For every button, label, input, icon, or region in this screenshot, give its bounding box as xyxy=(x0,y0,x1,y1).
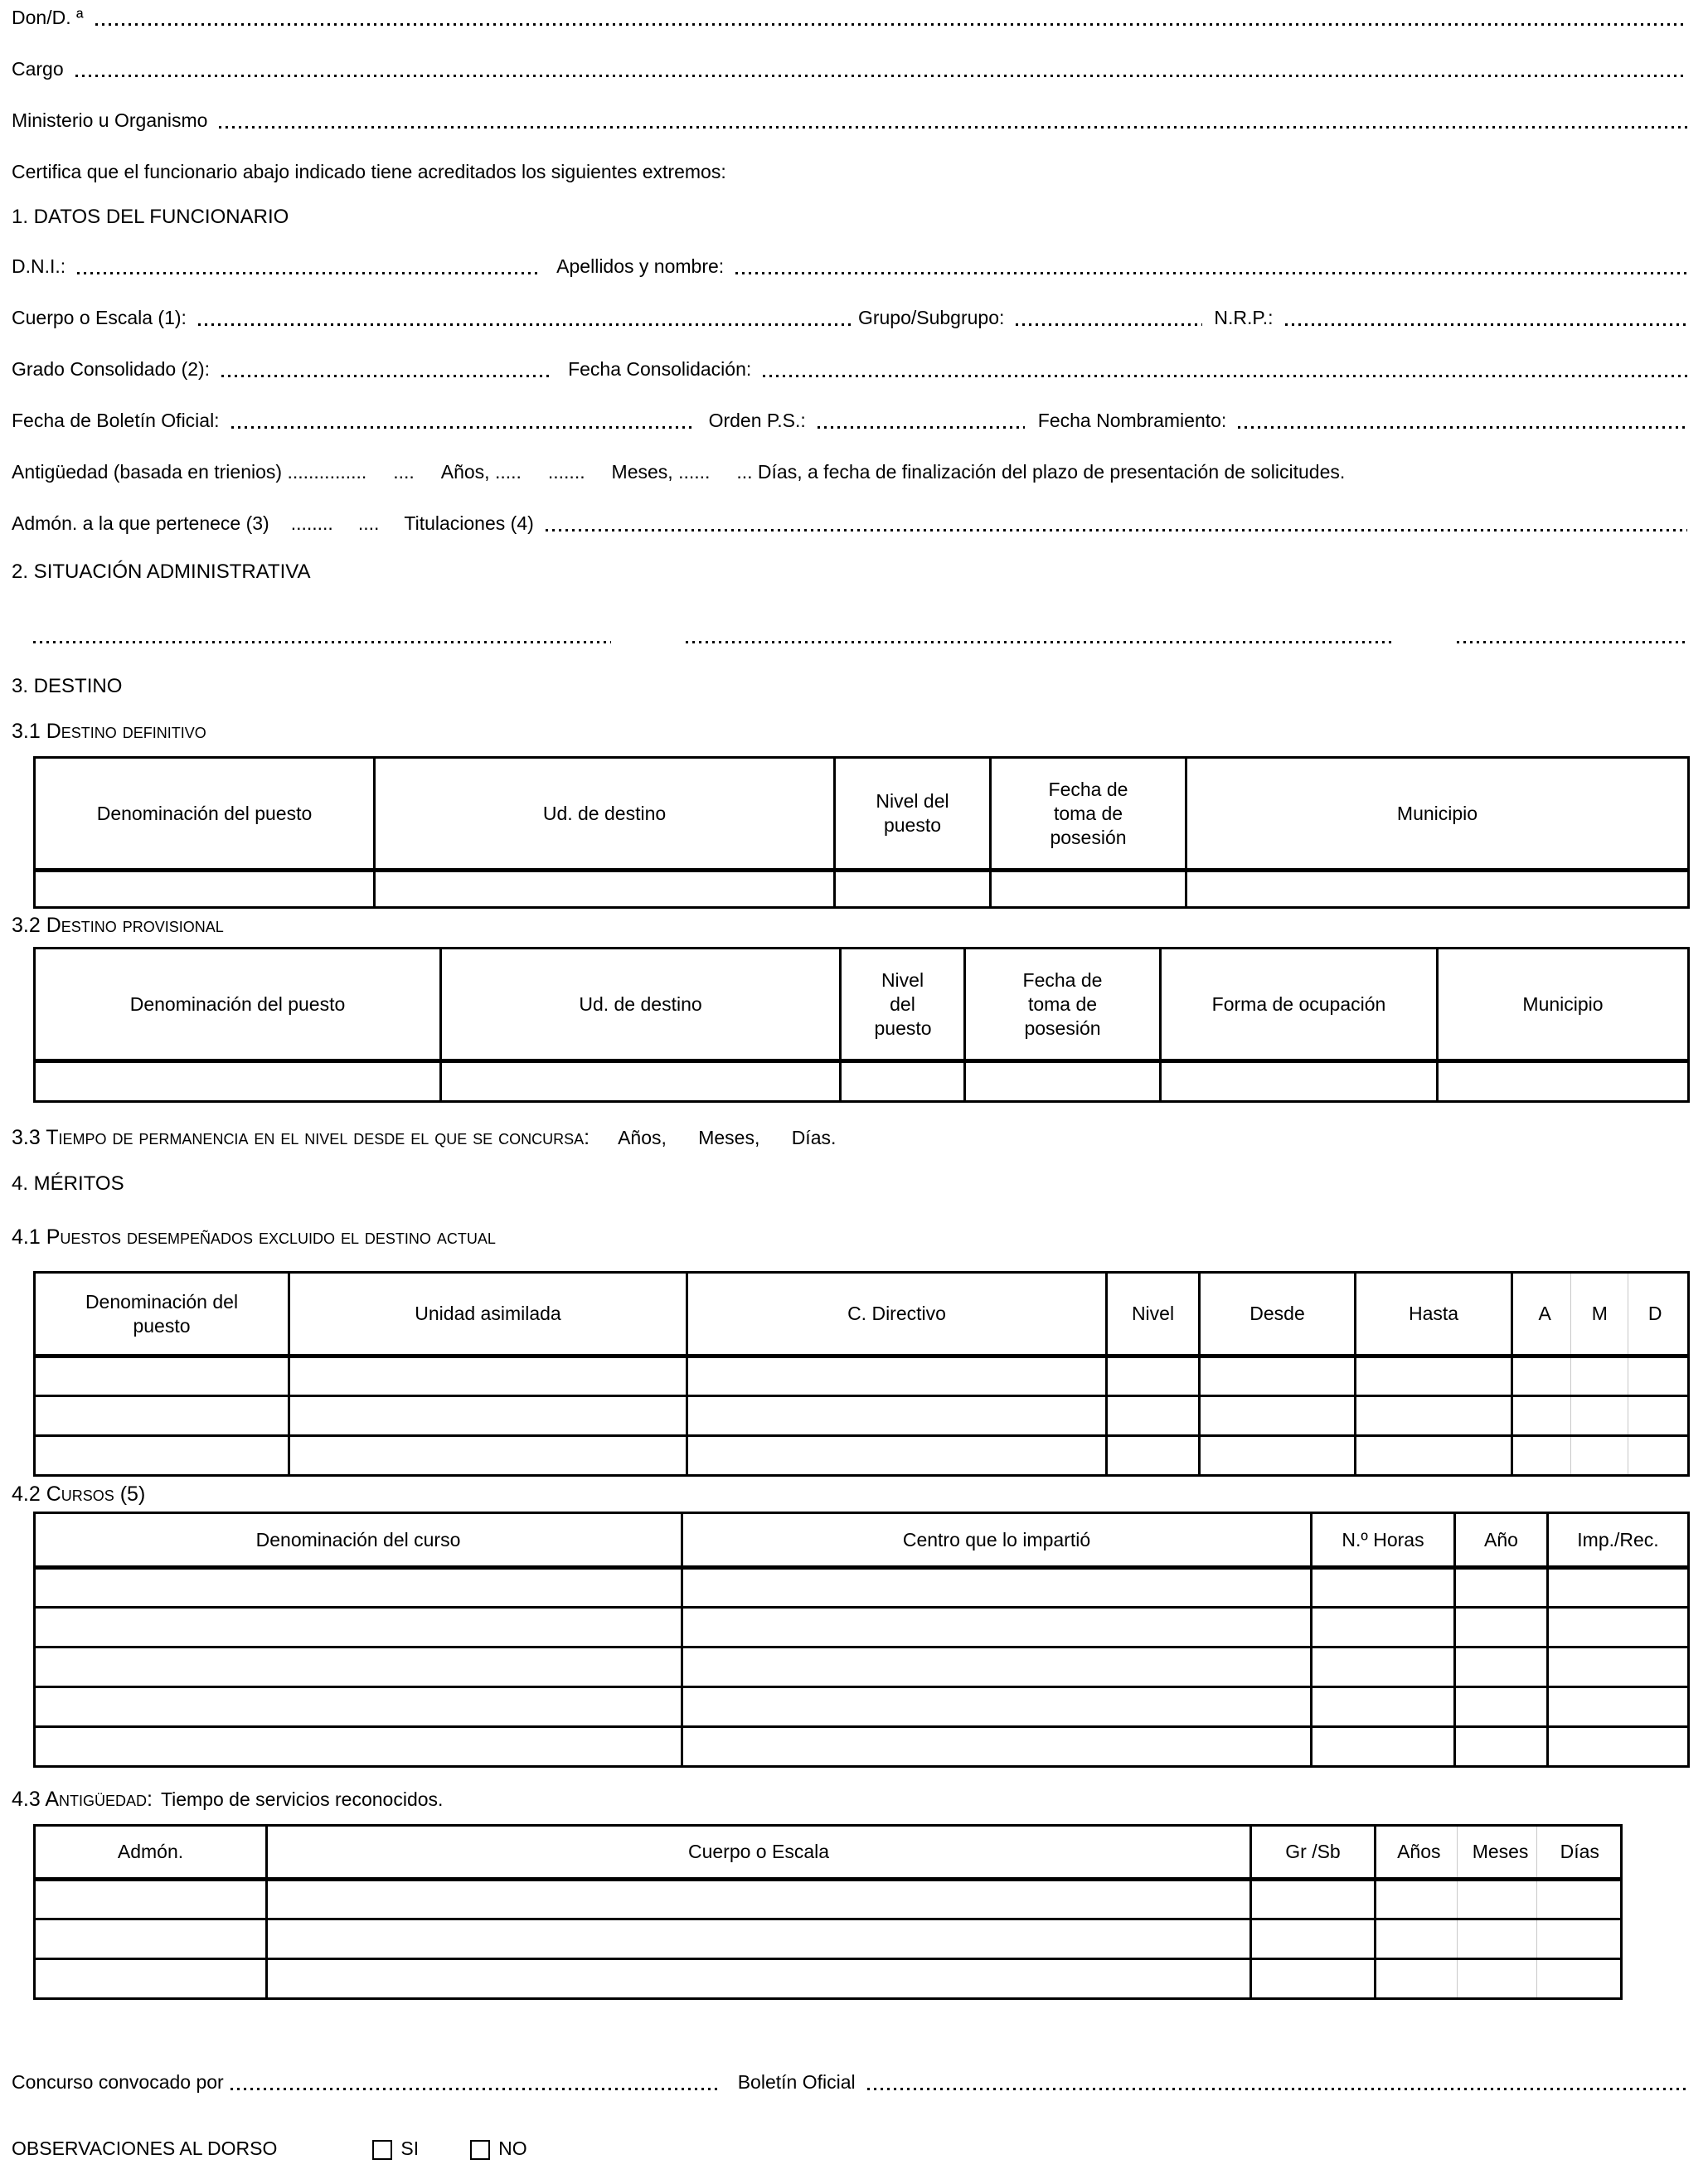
empty-cell[interactable] xyxy=(841,1061,965,1102)
empty-cell[interactable] xyxy=(1200,1396,1356,1436)
cuerpo-field[interactable] xyxy=(198,323,853,326)
empty-cell[interactable] xyxy=(1312,1608,1455,1647)
empty-cell[interactable] xyxy=(35,871,375,908)
fecha-nombramiento-label: Fecha Nombramiento: xyxy=(1037,410,1227,431)
table-row xyxy=(35,1356,1689,1396)
cargo-field[interactable] xyxy=(75,75,1687,77)
empty-cell[interactable] xyxy=(1548,1608,1689,1647)
empty-cell[interactable] xyxy=(1455,1687,1548,1727)
column-header: Municipio xyxy=(1438,949,1689,1061)
fecha-boletin-label: Fecha de Boletín Oficial: xyxy=(12,410,220,431)
cargo-line xyxy=(12,58,1687,80)
empty-cell[interactable] xyxy=(835,871,991,908)
empty-cell[interactable] xyxy=(1548,1727,1689,1767)
empty-cell[interactable] xyxy=(35,1647,682,1687)
concurso-field[interactable] xyxy=(230,2088,720,2090)
column-header: N.º Horas xyxy=(1312,1513,1455,1568)
column-header: Nivel xyxy=(1107,1273,1200,1356)
boletin-label: Boletín Oficial xyxy=(737,2071,856,2093)
don-field[interactable] xyxy=(95,23,1688,26)
no-label: NO xyxy=(498,2138,527,2159)
s33-values: Años, Meses, Días. xyxy=(618,1127,837,1148)
table-row xyxy=(35,1061,1689,1102)
empty-cell[interactable] xyxy=(35,1608,682,1647)
fecha-nombramiento-field[interactable] xyxy=(1238,426,1687,429)
empty-cell[interactable] xyxy=(35,1396,289,1436)
admon-label: Admón. a la que pertenece (3) xyxy=(12,512,269,534)
empty-cell[interactable] xyxy=(1107,1356,1200,1396)
empty-cell[interactable] xyxy=(1512,1436,1689,1476)
column-header: Ud. de destino xyxy=(375,758,835,871)
si-checkbox[interactable] xyxy=(372,2140,392,2160)
apellidos-label: Apellidos y nombre: xyxy=(556,255,725,277)
cargo-label: Cargo xyxy=(12,58,64,80)
column-header: Cuerpo o Escala xyxy=(267,1826,1251,1880)
empty-cell[interactable] xyxy=(35,1880,267,1919)
column-header: Fecha de toma de posesión xyxy=(965,949,1161,1061)
nrp-label: N.R.P.: xyxy=(1214,307,1274,328)
empty-cell[interactable] xyxy=(1548,1687,1689,1727)
column-header: Fecha de toma de posesión xyxy=(991,758,1186,871)
empty-cell[interactable] xyxy=(1312,1568,1455,1608)
don-line xyxy=(12,7,1687,29)
apellidos-field[interactable] xyxy=(735,272,1687,274)
ministerio-label: Ministerio u Organismo xyxy=(12,109,208,131)
titulaciones-label: Titulaciones (4) xyxy=(404,512,534,534)
empty-cell[interactable] xyxy=(1455,1647,1548,1687)
admon-field-2[interactable]: .... xyxy=(357,512,380,534)
table-row xyxy=(35,1436,1689,1476)
table-row xyxy=(35,871,1689,908)
empty-cell[interactable] xyxy=(1312,1687,1455,1727)
column-header: Nivel del puesto xyxy=(835,758,991,871)
empty-cell[interactable] xyxy=(1455,1727,1548,1767)
column-header: Desde xyxy=(1200,1273,1356,1356)
empty-cell[interactable] xyxy=(1251,1919,1376,1959)
empty-cell[interactable] xyxy=(1376,1880,1622,1919)
boletin-field[interactable] xyxy=(867,2088,1687,2090)
situacion-fields-row xyxy=(12,624,1687,647)
table-row xyxy=(35,1396,1689,1436)
grado-field[interactable] xyxy=(221,375,553,377)
section1-title: 1. DATOS DEL FUNCIONARIO xyxy=(12,206,289,228)
empty-cell[interactable] xyxy=(289,1356,687,1396)
table-row xyxy=(35,1568,1689,1608)
empty-cell[interactable] xyxy=(687,1356,1107,1396)
observaciones-line xyxy=(12,2138,1687,2160)
fecha-boletin-line xyxy=(12,410,1687,432)
orden-ps-field[interactable] xyxy=(818,426,1025,429)
empty-cell[interactable] xyxy=(682,1727,1312,1767)
s33-label: 3.3 Tiempo de permanencia en el nivel desde el que se concursa: xyxy=(12,1126,590,1149)
empty-cell[interactable] xyxy=(1512,1356,1689,1396)
observaciones-label: OBSERVACIONES AL DORSO xyxy=(12,2138,278,2159)
column-header: Unidad asimilada xyxy=(289,1273,687,1356)
empty-cell[interactable] xyxy=(1107,1436,1200,1476)
empty-cell[interactable] xyxy=(35,1436,289,1476)
concurso-line xyxy=(12,2071,1687,2094)
empty-cell[interactable] xyxy=(1312,1727,1455,1767)
situacion-field-1[interactable] xyxy=(33,641,611,643)
empty-cell[interactable] xyxy=(441,1061,841,1102)
table-row xyxy=(35,1647,1689,1687)
empty-cell[interactable] xyxy=(1186,871,1689,908)
empty-cell[interactable] xyxy=(267,1919,1251,1959)
concurso-label: Concurso convocado por xyxy=(12,2071,224,2093)
orden-ps-label: Orden P.S.: xyxy=(708,410,806,431)
empty-cell[interactable] xyxy=(1312,1647,1455,1687)
grupo-field[interactable] xyxy=(1016,323,1202,326)
column-header: Centro que lo impartió xyxy=(682,1513,1312,1568)
empty-cell[interactable] xyxy=(1548,1568,1689,1608)
table-row xyxy=(35,1880,1622,1919)
fecha-boletin-field[interactable] xyxy=(231,426,696,429)
dni-field[interactable] xyxy=(77,272,541,274)
empty-cell[interactable] xyxy=(35,1356,289,1396)
s43-text: Tiempo de servicios reconocidos. xyxy=(160,1788,444,1810)
grado-label: Grado Consolidado (2): xyxy=(12,358,211,380)
s42-title: 4.2 Cursos (5) xyxy=(12,1482,146,1506)
table-row xyxy=(35,1919,1622,1959)
si-label: SI xyxy=(400,2138,420,2159)
empty-cell[interactable] xyxy=(1200,1436,1356,1476)
empty-cell[interactable] xyxy=(1200,1356,1356,1396)
column-header: Denominación del puesto xyxy=(35,949,441,1061)
empty-cell[interactable] xyxy=(35,1687,682,1727)
empty-cell[interactable] xyxy=(682,1647,1312,1687)
empty-cell[interactable] xyxy=(1356,1356,1512,1396)
puestos-desempenados-table xyxy=(33,1271,1690,1477)
no-checkbox[interactable] xyxy=(470,2140,490,2160)
destino-definitivo-table xyxy=(33,756,1690,909)
column-header-amd: A M D xyxy=(1512,1273,1689,1356)
grupo-label: Grupo/Subgrupo: xyxy=(857,307,1005,328)
empty-cell[interactable] xyxy=(991,871,1186,908)
s31-title: 3.1 Destino definitivo xyxy=(12,720,206,743)
column-header: Nivel del puesto xyxy=(841,949,965,1061)
empty-cell[interactable] xyxy=(1438,1061,1689,1102)
titulaciones-field[interactable] xyxy=(546,529,1687,531)
certifica-text: Certifica que el funcionario abajo indicado tiene acreditados los siguientes extremos: xyxy=(12,161,726,182)
empty-cell[interactable] xyxy=(289,1396,687,1436)
column-header: Ud. de destino xyxy=(441,949,841,1061)
empty-cell[interactable] xyxy=(35,1959,267,1999)
table-row xyxy=(35,1959,1622,1999)
empty-cell[interactable] xyxy=(35,1919,267,1959)
empty-cell[interactable] xyxy=(1251,1880,1376,1919)
cuerpo-line xyxy=(12,307,1687,329)
grado-line xyxy=(12,358,1687,381)
empty-cell[interactable] xyxy=(1376,1959,1622,1999)
empty-cell[interactable] xyxy=(35,1727,682,1767)
admon-line xyxy=(12,512,1687,535)
column-header: Denominación del puesto xyxy=(35,1273,289,1356)
antiguedad-text: Antigüedad (basada en trienios) ............... .... Años, ..... ....... Meses, ...... ... Días, a fecha de finalización del plazo de presentación de solicitudes. xyxy=(12,461,1346,483)
admon-field[interactable]: ........ xyxy=(290,512,333,534)
situacion-field-2[interactable] xyxy=(686,641,1393,643)
column-header: C. Directivo xyxy=(687,1273,1107,1356)
empty-cell[interactable] xyxy=(1376,1919,1622,1959)
ministerio-field[interactable] xyxy=(219,126,1687,129)
s43-label: 4.3 Antigüedad: xyxy=(12,1788,153,1811)
empty-cell[interactable] xyxy=(267,1880,1251,1919)
fecha-consolidacion-label: Fecha Consolidación: xyxy=(568,358,752,380)
table-row xyxy=(35,1687,1689,1727)
destino-provisional-table xyxy=(33,947,1690,1103)
situacion-field-3[interactable] xyxy=(1457,641,1687,643)
empty-cell[interactable] xyxy=(1455,1608,1548,1647)
empty-cell[interactable] xyxy=(1161,1061,1438,1102)
s32-title: 3.2 Destino provisional xyxy=(12,914,224,937)
empty-cell[interactable] xyxy=(1548,1647,1689,1687)
column-header: Gr /Sb xyxy=(1251,1826,1376,1880)
empty-cell[interactable] xyxy=(1356,1436,1512,1476)
column-header: Denominación del curso xyxy=(35,1513,682,1568)
empty-cell[interactable] xyxy=(687,1436,1107,1476)
empty-cell[interactable] xyxy=(1455,1568,1548,1608)
section4-title: 4. MÉRITOS xyxy=(12,1172,124,1195)
empty-cell[interactable] xyxy=(1356,1396,1512,1436)
empty-cell[interactable] xyxy=(1251,1959,1376,1999)
s41-title: 4.1 Puestos desempeñados excluido el destino actual xyxy=(12,1225,496,1249)
empty-cell[interactable] xyxy=(682,1687,1312,1727)
cursos-table xyxy=(33,1512,1690,1768)
empty-cell[interactable] xyxy=(965,1061,1161,1102)
don-label: Don/D. ª xyxy=(12,7,84,28)
column-header: Denominación del puesto xyxy=(35,758,375,871)
empty-cell[interactable] xyxy=(35,1061,441,1102)
column-header: Año xyxy=(1455,1513,1548,1568)
column-header: Imp./Rec. xyxy=(1548,1513,1689,1568)
empty-cell[interactable] xyxy=(1107,1396,1200,1436)
dni-line xyxy=(12,255,1687,278)
column-header-amd: Años Meses Días xyxy=(1376,1826,1622,1880)
empty-cell[interactable] xyxy=(35,1568,682,1608)
antiguedad-line xyxy=(12,461,1687,483)
s33-line xyxy=(12,1126,1687,1150)
table-row xyxy=(35,1608,1689,1647)
dni-label: D.N.I.: xyxy=(12,255,66,277)
antiguedad-servicios-table xyxy=(33,1824,1623,2000)
table-row xyxy=(35,1727,1689,1767)
cuerpo-label: Cuerpo o Escala (1): xyxy=(12,307,187,328)
column-header: Admón. xyxy=(35,1826,267,1880)
fecha-consolidacion-field[interactable] xyxy=(763,375,1687,377)
empty-cell[interactable] xyxy=(687,1396,1107,1436)
nrp-field[interactable] xyxy=(1285,323,1687,326)
empty-cell[interactable] xyxy=(1512,1396,1689,1436)
ministerio-line xyxy=(12,109,1687,132)
column-header: Hasta xyxy=(1356,1273,1512,1356)
empty-cell[interactable] xyxy=(682,1568,1312,1608)
column-header: Municipio xyxy=(1186,758,1689,871)
s43-line xyxy=(12,1788,1687,1812)
empty-cell[interactable] xyxy=(682,1608,1312,1647)
empty-cell[interactable] xyxy=(267,1959,1251,1999)
empty-cell[interactable] xyxy=(375,871,835,908)
section3-title: 3. DESTINO xyxy=(12,675,123,697)
column-header: Forma de ocupación xyxy=(1161,949,1438,1061)
empty-cell[interactable] xyxy=(289,1436,687,1476)
section2-title: 2. SITUACIÓN ADMINISTRATIVA xyxy=(12,560,311,583)
